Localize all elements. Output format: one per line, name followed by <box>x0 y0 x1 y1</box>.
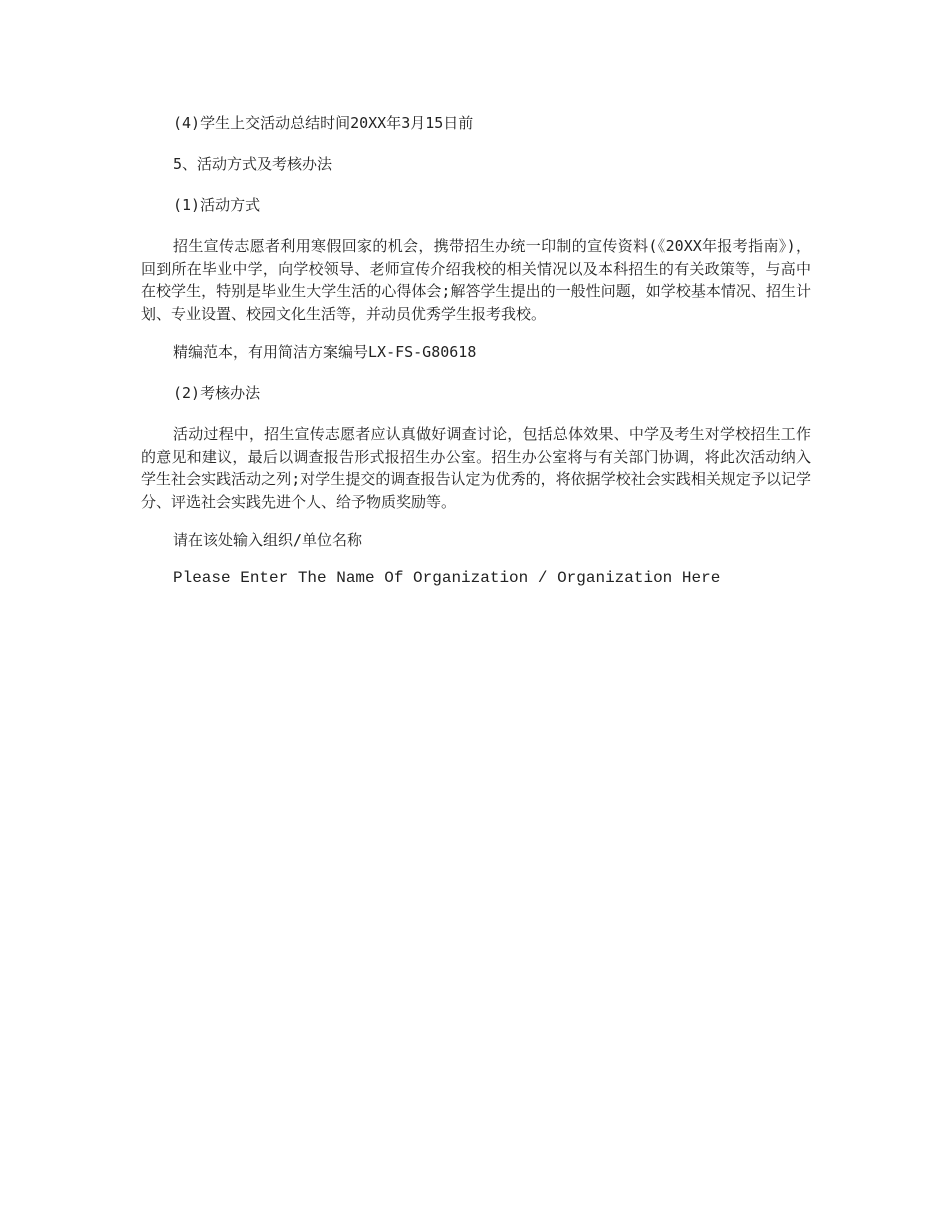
organization-name-placeholder-en: Please Enter The Name Of Organization / Organization Here <box>173 569 721 587</box>
section-heading-activity-method: 5、活动方式及考核办法 <box>173 155 333 173</box>
summary-deadline-line: (4)学生上交活动总结时间20XX年3月15日前 <box>173 114 474 132</box>
subheading-activity-method: (1)活动方式 <box>173 196 261 214</box>
subheading-assessment-method: (2)考核办法 <box>173 384 261 402</box>
document-body <box>141 112 811 589</box>
activity-method-paragraph: 招生宣传志愿者利用寒假回家的机会，携带招生办统一印制的宣传资料(《20XX年报考指南》)，回到所在毕业中学，向学校领导、老师宣传介绍我校的相关情况以及本科招生的有关政策等，与高中在校学生，特别是毕业生大学生活的心得体会;解答学生提出的一般性问题，如学校基本情况、招生计划、专业设置、校园文化生活等，并动员优秀学生报考我校。 <box>141 237 811 323</box>
assessment-method-paragraph: 活动过程中，招生宣传志愿者应认真做好调查讨论，包括总体效果、中学及考生对学校招生工作的意见和建议，最后以调查报告形式报招生办公室。招生办公室将与有关部门协调，将此次活动纳入学生社会实践活动之列;对学生提交的调查报告认定为优秀的，将依据学校社会实践相关规定予以记学分、评选社会实践先进个人、给予物质奖励等。 <box>141 425 811 511</box>
organization-name-placeholder-cn: 请在该处输入组织/单位名称 <box>173 531 363 549</box>
template-code-line: 精编范本，有用简洁方案编号LX-FS-G80618 <box>173 343 477 361</box>
